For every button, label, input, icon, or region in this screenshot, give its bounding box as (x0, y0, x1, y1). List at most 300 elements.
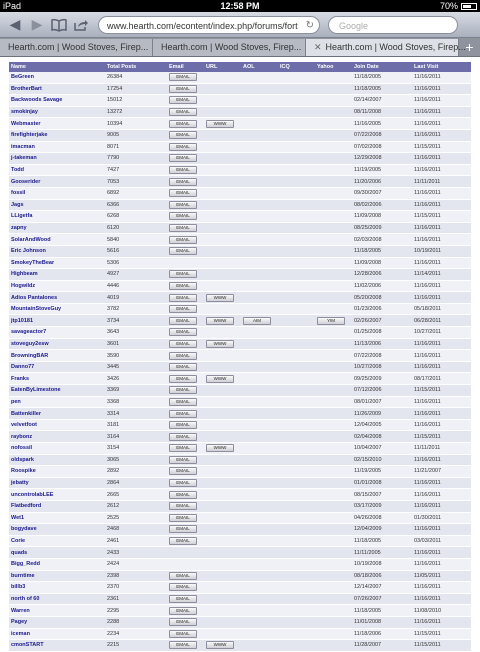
email-button[interactable]: EMAIL (169, 572, 197, 580)
yahoo-cell (315, 280, 352, 292)
member-name-link[interactable]: BrotherBart (9, 83, 105, 95)
member-name-link[interactable]: cmonSTART (9, 640, 105, 652)
email-button[interactable]: EMAIL (169, 502, 197, 510)
member-name-link[interactable]: SolarAndWood (9, 234, 105, 246)
share-button[interactable] (70, 15, 92, 35)
email-button[interactable]: EMAIL (169, 514, 197, 522)
email-cell (167, 83, 204, 95)
member-name-link[interactable]: Adios Pantalones (9, 292, 105, 304)
last-visit: 11/16/2011 (412, 118, 471, 130)
email-button[interactable]: EMAIL (169, 525, 197, 533)
join-date: 11/19/2005 (352, 466, 412, 478)
email-button[interactable]: EMAIL (169, 352, 197, 360)
email-button[interactable]: EMAIL (169, 433, 197, 441)
total-posts: 10394 (105, 118, 167, 130)
yahoo-cell (315, 222, 352, 234)
icq-cell (278, 350, 315, 362)
back-button[interactable]: ◀ (9, 16, 21, 32)
total-posts: 15012 (105, 95, 167, 107)
aol-cell (241, 95, 278, 107)
email-button[interactable]: EMAIL (169, 96, 197, 104)
www-button[interactable]: WWW (206, 120, 234, 128)
url-cell (204, 106, 241, 118)
email-button[interactable]: EMAIL (169, 583, 197, 591)
www-button[interactable]: WWW (206, 294, 234, 302)
member-name-link[interactable]: MountainStoveGuy (9, 303, 105, 315)
email-button[interactable]: EMAIL (169, 340, 197, 348)
member-name-link[interactable]: firefighterjake (9, 129, 105, 141)
aol-cell (241, 385, 278, 397)
email-cell (167, 118, 204, 130)
member-name-link[interactable]: imacman (9, 141, 105, 153)
table-row (9, 222, 471, 234)
last-visit: 11/05/2011 (412, 570, 471, 582)
yahoo-cell (315, 234, 352, 246)
table-body (9, 72, 471, 651)
aol-cell (241, 524, 278, 536)
battery-icon (461, 3, 477, 10)
join-date: 11/28/2007 (352, 640, 412, 652)
yahoo-cell (315, 292, 352, 304)
email-button[interactable]: EMAIL (169, 363, 197, 371)
total-posts: 6892 (105, 187, 167, 199)
member-name-link[interactable]: bogydave (9, 524, 105, 536)
table-row (9, 419, 471, 431)
total-posts: 7053 (105, 176, 167, 188)
table-row (9, 176, 471, 188)
last-visit: 10/27/2011 (412, 327, 471, 339)
email-button[interactable]: EMAIL (169, 85, 197, 93)
join-date: 08/02/2006 (352, 199, 412, 211)
email-button[interactable]: EMAIL (169, 270, 197, 278)
header-join-date[interactable]: Join Date (352, 62, 412, 72)
table-row (9, 338, 471, 350)
aol-cell (241, 257, 278, 269)
table-row (9, 547, 471, 559)
url-cell (204, 129, 241, 141)
yahoo-cell (315, 141, 352, 153)
aim-button[interactable]: AIM (243, 317, 271, 325)
member-name-link[interactable]: Pagey (9, 616, 105, 628)
member-name-link[interactable]: smokinjay (9, 106, 105, 118)
total-posts: 3445 (105, 361, 167, 373)
email-cell (167, 419, 204, 431)
search-input[interactable]: Google (328, 16, 458, 34)
member-name-link[interactable]: Jags (9, 199, 105, 211)
member-name-link[interactable]: Warren (9, 605, 105, 617)
aol-cell (241, 454, 278, 466)
url-cell (204, 640, 241, 652)
total-posts: 2361 (105, 593, 167, 605)
email-cell (167, 164, 204, 176)
header-icq: ICQ (278, 62, 315, 72)
member-name-link[interactable]: uncontrolabLEE (9, 489, 105, 501)
icq-cell (278, 245, 315, 257)
total-posts: 3314 (105, 408, 167, 420)
join-date: 05/20/2008 (352, 292, 412, 304)
email-button[interactable]: EMAIL (169, 398, 197, 406)
email-button[interactable]: EMAIL (169, 236, 197, 244)
email-cell (167, 106, 204, 118)
www-button[interactable]: WWW (206, 375, 234, 383)
member-name-link[interactable]: Bigg_Redd (9, 558, 105, 570)
icq-cell (278, 582, 315, 594)
member-name-link[interactable]: Roospike (9, 466, 105, 478)
yahoo-cell (315, 582, 352, 594)
yahoo-cell (315, 408, 352, 420)
url-cell (204, 431, 241, 443)
aol-cell (241, 338, 278, 350)
email-button[interactable]: EMAIL (169, 421, 197, 429)
join-date: 02/04/2008 (352, 431, 412, 443)
email-button[interactable]: EMAIL (169, 444, 197, 452)
member-name-link[interactable]: savageactor7 (9, 327, 105, 339)
table-row (9, 350, 471, 362)
email-button[interactable]: EMAIL (169, 595, 197, 603)
email-button[interactable]: EMAIL (169, 410, 197, 418)
url-cell (204, 396, 241, 408)
join-date: 11/18/2005 (352, 83, 412, 95)
table-row (9, 211, 471, 223)
email-cell (167, 176, 204, 188)
last-visit: 11/15/2011 (412, 141, 471, 153)
header-url: URL (204, 62, 241, 72)
icq-cell (278, 605, 315, 617)
total-posts: 2424 (105, 558, 167, 570)
member-name-link[interactable]: north of 60 (9, 593, 105, 605)
join-date: 11/18/2006 (352, 628, 412, 640)
member-name-link[interactable]: Webmaster (9, 118, 105, 130)
icq-cell (278, 419, 315, 431)
tab-2[interactable]: Hearth.com | Wood Stoves, Firep... (153, 39, 306, 56)
last-visit: 03/03/2011 (412, 535, 471, 547)
last-visit: 11/16/2011 (412, 153, 471, 165)
url-cell (204, 303, 241, 315)
member-name-link[interactable]: jtp10181 (9, 315, 105, 327)
yahoo-cell (315, 547, 352, 559)
email-button[interactable]: EMAIL (169, 537, 197, 545)
total-posts: 3164 (105, 431, 167, 443)
url-cell (204, 500, 241, 512)
member-name-link[interactable]: Todd (9, 164, 105, 176)
www-button[interactable]: WWW (206, 317, 234, 325)
total-posts: 9005 (105, 129, 167, 141)
email-button[interactable]: EMAIL (169, 375, 197, 383)
icq-cell (278, 315, 315, 327)
member-name-link[interactable]: jebatty (9, 477, 105, 489)
email-cell (167, 222, 204, 234)
aol-cell (241, 118, 278, 130)
last-visit: 11/16/2011 (412, 558, 471, 570)
url-cell (204, 466, 241, 478)
member-name-link[interactable]: Corie (9, 535, 105, 547)
email-button[interactable]: EMAIL (169, 618, 197, 626)
yahoo-cell (315, 396, 352, 408)
member-name-link[interactable]: pen (9, 396, 105, 408)
join-date: 02/15/2010 (352, 454, 412, 466)
member-name-link[interactable]: Backwoods Savage (9, 95, 105, 107)
table-row (9, 327, 471, 339)
email-button[interactable]: EMAIL (169, 154, 197, 162)
aol-cell (241, 292, 278, 304)
url-cell (204, 477, 241, 489)
table-row (9, 408, 471, 420)
email-button[interactable]: EMAIL (169, 328, 197, 336)
aol-cell (241, 350, 278, 362)
member-name-link[interactable]: Battenkiller (9, 408, 105, 420)
aol-cell (241, 153, 278, 165)
tab-1[interactable]: Hearth.com | Wood Stoves, Firep... (0, 39, 153, 56)
email-button[interactable]: EMAIL (169, 247, 197, 255)
url-cell (204, 373, 241, 385)
header-aol: AOL (241, 62, 278, 72)
email-button[interactable]: EMAIL (169, 201, 197, 209)
email-button[interactable]: EMAIL (169, 178, 197, 186)
table-row (9, 187, 471, 199)
icq-cell (278, 303, 315, 315)
icq-cell (278, 361, 315, 373)
email-cell (167, 153, 204, 165)
table-row (9, 106, 471, 118)
www-button[interactable]: WWW (206, 444, 234, 452)
email-button[interactable]: EMAIL (169, 456, 197, 464)
table-row (9, 558, 471, 570)
email-button[interactable]: EMAIL (169, 189, 197, 197)
aol-cell (241, 373, 278, 385)
last-visit: 11/16/2011 (412, 454, 471, 466)
join-date: 11/13/2006 (352, 338, 412, 350)
close-tab-icon[interactable]: ✕ (314, 42, 322, 52)
url-cell (204, 118, 241, 130)
url-cell (204, 524, 241, 536)
member-name-link[interactable]: iceman (9, 628, 105, 640)
yahoo-cell (315, 616, 352, 628)
icq-cell (278, 512, 315, 524)
browser-toolbar (0, 12, 480, 38)
email-cell (167, 535, 204, 547)
table-row (9, 153, 471, 165)
last-visit: 11/16/2011 (412, 199, 471, 211)
member-name-link[interactable]: Wet1 (9, 512, 105, 524)
total-posts: 5616 (105, 245, 167, 257)
device-label: iPad (3, 1, 22, 11)
www-button[interactable]: WWW (206, 340, 234, 348)
email-button[interactable]: EMAIL (169, 131, 197, 139)
member-name-link[interactable]: EatenByLimestone (9, 385, 105, 397)
yahoo-cell (315, 361, 352, 373)
total-posts: 2215 (105, 640, 167, 652)
last-visit: 08/17/2011 (412, 373, 471, 385)
email-button[interactable]: EMAIL (169, 224, 197, 232)
email-cell (167, 373, 204, 385)
member-name-link[interactable]: BrowningBAR (9, 350, 105, 362)
aol-cell (241, 211, 278, 223)
total-posts: 2433 (105, 547, 167, 559)
total-posts: 3601 (105, 338, 167, 350)
email-button[interactable]: EMAIL (169, 630, 197, 638)
email-button[interactable]: EMAIL (169, 479, 197, 487)
join-date: 12/14/2007 (352, 582, 412, 594)
email-cell (167, 489, 204, 501)
email-button[interactable]: EMAIL (169, 120, 197, 128)
email-cell (167, 628, 204, 640)
total-posts: 3065 (105, 454, 167, 466)
aol-cell (241, 477, 278, 489)
icq-cell (278, 408, 315, 420)
aol-cell (241, 640, 278, 652)
email-button[interactable]: EMAIL (169, 386, 197, 394)
last-visit: 11/16/2011 (412, 582, 471, 594)
email-button[interactable]: EMAIL (169, 641, 197, 649)
member-name-link[interactable]: BeGreen (9, 72, 105, 83)
email-button[interactable]: EMAIL (169, 491, 197, 499)
member-name-link[interactable]: nofossil (9, 443, 105, 455)
aol-cell (241, 199, 278, 211)
member-name-link[interactable]: quads (9, 547, 105, 559)
email-cell (167, 408, 204, 420)
email-button[interactable]: EMAIL (169, 294, 197, 302)
table-row (9, 164, 471, 176)
icq-cell (278, 535, 315, 547)
yahoo-cell (315, 454, 352, 466)
email-button[interactable]: EMAIL (169, 73, 197, 81)
total-posts: 2892 (105, 466, 167, 478)
last-visit: 10/19/2011 (412, 245, 471, 257)
url-cell (204, 547, 241, 559)
url-cell (204, 361, 241, 373)
total-posts: 6366 (105, 199, 167, 211)
member-name-link[interactable]: oldspark (9, 454, 105, 466)
last-visit: 11/16/2011 (412, 547, 471, 559)
join-date: 08/18/2006 (352, 570, 412, 582)
yahoo-cell (315, 570, 352, 582)
yahoo-cell (315, 373, 352, 385)
last-visit: 11/15/2011 (412, 431, 471, 443)
last-visit: 06/28/2011 (412, 315, 471, 327)
member-name-link[interactable]: burntime (9, 570, 105, 582)
header-last-visit[interactable]: Last Visit (412, 62, 471, 72)
url-cell (204, 245, 241, 257)
yahoo-cell (315, 95, 352, 107)
email-button[interactable]: EMAIL (169, 108, 197, 116)
email-button[interactable]: EMAIL (169, 282, 197, 290)
email-button[interactable]: EMAIL (169, 212, 197, 220)
icq-cell (278, 454, 315, 466)
total-posts: 5840 (105, 234, 167, 246)
member-name-link[interactable]: Flatbedford (9, 500, 105, 512)
yahoo-cell (315, 535, 352, 547)
url-cell (204, 408, 241, 420)
email-button[interactable]: EMAIL (169, 467, 197, 475)
join-date: 11/16/2005 (352, 118, 412, 130)
icq-cell (278, 593, 315, 605)
member-name-link[interactable]: Franks (9, 373, 105, 385)
email-button[interactable]: EMAIL (169, 305, 197, 313)
member-name-link[interactable]: billb3 (9, 582, 105, 594)
table-row (9, 118, 471, 130)
icq-cell (278, 234, 315, 246)
email-button[interactable]: EMAIL (169, 607, 197, 615)
email-button[interactable]: EMAIL (169, 317, 197, 325)
new-tab-button[interactable]: + (465, 39, 474, 55)
member-name-link[interactable]: SmokeyTheBear (9, 257, 105, 269)
battery-percent: 70% (439, 1, 458, 11)
reload-icon[interactable]: ↻ (305, 19, 314, 31)
last-visit: 11/16/2011 (412, 72, 471, 83)
icq-cell (278, 106, 315, 118)
yahoo-cell (315, 303, 352, 315)
member-name-link[interactable]: raybonz (9, 431, 105, 443)
tab-bar (0, 38, 480, 57)
yim-button[interactable]: YIM (317, 317, 345, 325)
icq-cell (278, 153, 315, 165)
tab-3[interactable]: ✕ Hearth.com | Wood Stoves, Firep... (306, 39, 459, 56)
member-name-link[interactable]: velvetfoot (9, 419, 105, 431)
join-date: 10/27/2008 (352, 361, 412, 373)
member-name-link[interactable]: zapny (9, 222, 105, 234)
icq-cell (278, 477, 315, 489)
url-cell (204, 350, 241, 362)
join-date: 02/14/2007 (352, 95, 412, 107)
member-name-link[interactable]: LLigetfa (9, 211, 105, 223)
member-name-link[interactable]: Highbeam (9, 269, 105, 281)
header-name[interactable]: Name (9, 62, 105, 72)
last-visit: 11/16/2011 (412, 361, 471, 373)
bookmarks-button[interactable] (48, 15, 70, 35)
member-name-link[interactable]: Gooserider (9, 176, 105, 188)
total-posts: 3369 (105, 385, 167, 397)
www-button[interactable]: WWW (206, 641, 234, 649)
join-date: 11/01/2008 (352, 616, 412, 628)
url-cell (204, 292, 241, 304)
url-cell (204, 385, 241, 397)
member-name-link[interactable]: Eric Johnson (9, 245, 105, 257)
email-cell (167, 269, 204, 281)
icq-cell (278, 327, 315, 339)
member-name-link[interactable]: Danno77 (9, 361, 105, 373)
email-cell (167, 141, 204, 153)
forward-button[interactable]: ▶ (31, 16, 43, 32)
member-name-link[interactable]: Hogwildz (9, 280, 105, 292)
yahoo-cell (315, 129, 352, 141)
join-date: 07/26/2007 (352, 593, 412, 605)
url-cell (204, 257, 241, 269)
url-cell (204, 327, 241, 339)
last-visit: 11/16/2011 (412, 234, 471, 246)
header-posts[interactable]: Total Posts (105, 62, 167, 72)
email-button[interactable]: EMAIL (169, 166, 197, 174)
yahoo-cell (315, 466, 352, 478)
total-posts: 2461 (105, 535, 167, 547)
icq-cell (278, 211, 315, 223)
join-date: 12/29/2008 (352, 153, 412, 165)
email-button[interactable]: EMAIL (169, 143, 197, 151)
header-email: Email (167, 62, 204, 72)
member-name-link[interactable]: stoveguy2esw (9, 338, 105, 350)
icq-cell (278, 129, 315, 141)
last-visit: 11/08/2010 (412, 605, 471, 617)
aol-cell (241, 141, 278, 153)
last-visit: 11/15/2011 (412, 385, 471, 397)
icq-cell (278, 443, 315, 455)
icq-cell (278, 257, 315, 269)
yahoo-cell (315, 211, 352, 223)
table-row (9, 512, 471, 524)
yahoo-cell (315, 153, 352, 165)
url-field[interactable] (98, 16, 320, 34)
member-name-link[interactable]: j-takeman (9, 153, 105, 165)
member-name-link[interactable]: fossil (9, 187, 105, 199)
